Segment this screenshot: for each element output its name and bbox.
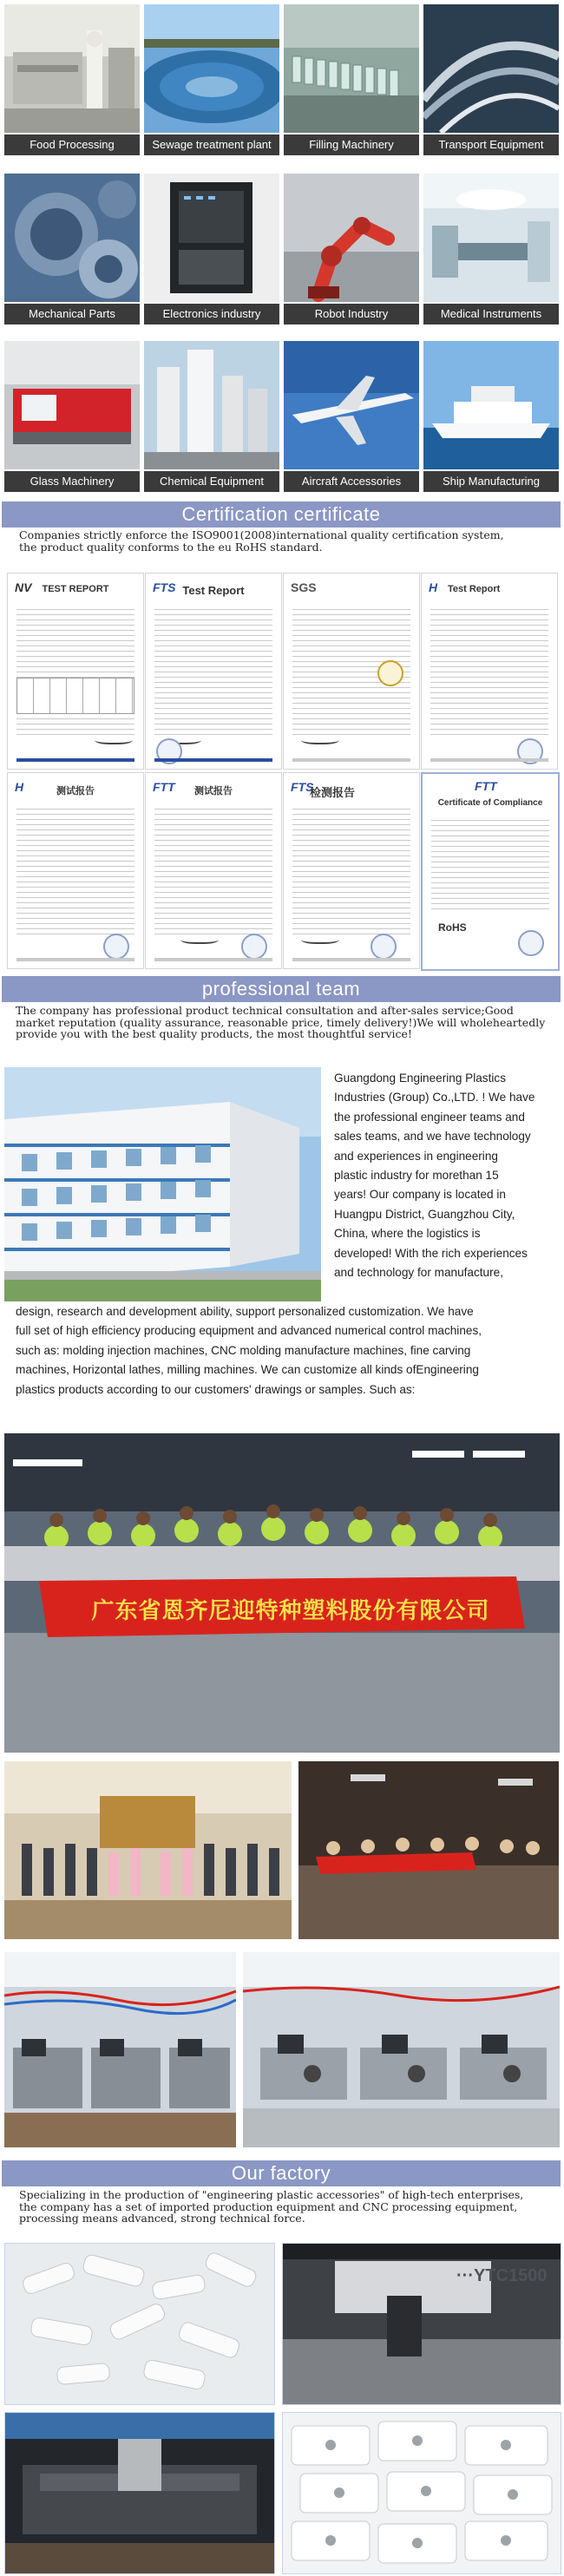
app-label: Filling Machinery <box>284 134 419 155</box>
certificate-4[interactable] <box>421 573 558 770</box>
cert-brand: SGS <box>291 580 317 594</box>
factory-heading: Our factory <box>2 2160 561 2186</box>
app-tile-glass-machinery[interactable] <box>4 341 140 497</box>
app-label: Ship Manufacturing <box>423 471 559 492</box>
team-intro-line-2: market reputation (quality assurance, reasonable price, timely delivery!)We will wholeheartedly <box>16 1015 546 1029</box>
about-line: full set of high efficiency producing equipment and advanced numerical control machines, <box>16 1324 482 1338</box>
about-line: sales teams, and we have technology <box>334 1130 531 1144</box>
transport-equipment-photo <box>423 4 559 133</box>
cnc-machine-photo <box>282 2243 561 2405</box>
team-intro-line-3: provide you with the best quality products, the most thoughtful service! <box>16 1027 412 1040</box>
cert-brand: FTT <box>475 779 497 793</box>
company-banner-text: 广东省恩齐尼迎特种塑料股份有限公司 <box>91 1598 490 1624</box>
app-tile-aircraft-accessories[interactable] <box>284 341 419 497</box>
certification-intro-line-2: the product quality conforms to the eu RoHS standard. <box>19 541 323 554</box>
cnc-workshop-photo <box>4 2412 275 2574</box>
app-label: Chemical Equipment <box>144 471 279 492</box>
certificate-5[interactable] <box>7 772 144 969</box>
medical-instruments-photo <box>423 174 559 302</box>
cert-brand: FTS <box>153 580 176 594</box>
sewage-treatment-photo <box>144 4 279 133</box>
cert-title: Certificate of Compliance <box>437 798 543 808</box>
ship-manufacturing-photo <box>423 341 559 469</box>
factory-intro-line-2: the company has a set of imported production equipment and CNC processing equipment, <box>19 2199 518 2213</box>
company-about-side <box>334 1069 561 1282</box>
certificate-2[interactable] <box>145 573 282 770</box>
app-tile-chemical-equipment[interactable] <box>144 341 279 497</box>
robot-industry-photo <box>284 174 419 302</box>
mechanical-parts-photo <box>4 174 140 302</box>
app-tile-food-processing[interactable] <box>4 4 140 161</box>
cert-title: 测试报告 <box>56 786 95 796</box>
app-label: Robot Industry <box>284 304 419 324</box>
app-label: Glass Machinery <box>4 471 140 492</box>
cert-title: 检测报告 <box>310 786 356 799</box>
about-line: design, research and development ability, support personalized customization. We have <box>16 1305 474 1318</box>
food-processing-photo <box>4 4 140 133</box>
about-line: such as: molding injection machines, CNC molding manufacture machines, fine carving <box>16 1343 471 1357</box>
app-tile-filling-machinery[interactable] <box>284 4 419 161</box>
certification-intro-line-1: Companies strictly enforce the ISO9001(2008)international quality certification system, <box>19 528 504 541</box>
conveyor-chain-photo <box>282 2412 561 2574</box>
team-intro-line-1: The company has professional product technical consultation and after-sales service;Good <box>16 1004 514 1017</box>
machine-label: ···YTC1500 <box>456 2266 548 2285</box>
office-workspace-photo-1 <box>4 1952 236 2147</box>
certificate-7[interactable] <box>283 772 420 969</box>
certification-intro <box>19 529 557 554</box>
app-tile-transport-equipment[interactable] <box>423 4 559 161</box>
chemical-equipment-photo <box>144 341 279 469</box>
cert-title: 测试报告 <box>194 786 233 796</box>
certificate-1[interactable] <box>7 573 144 770</box>
about-line: plastics products according to our customers' drawings or samples. Such as: <box>16 1382 416 1396</box>
app-tile-mechanical-parts[interactable] <box>4 174 140 330</box>
app-label: Medical Instruments <box>423 304 559 324</box>
office-lobby-photo <box>4 1761 292 1939</box>
glass-machinery-photo <box>4 341 140 469</box>
cert-title: Test Report <box>182 584 245 597</box>
cert-brand: H <box>15 780 24 794</box>
app-label: Sewage treatment plant <box>144 134 279 155</box>
aircraft-accessories-photo <box>284 341 419 469</box>
app-label: Electronics industry <box>144 304 279 324</box>
about-line: machines, Horizontal lathes, milling machines. We can customize all kinds ofEngineering <box>16 1363 479 1377</box>
about-line: plastic industry for morethan 15 <box>334 1169 499 1183</box>
about-line: years! Our company is located in <box>334 1188 506 1202</box>
cert-title: TEST REPORT <box>42 584 109 594</box>
cert-brand: H <box>429 580 438 594</box>
rohs-label: RoHS <box>438 921 467 934</box>
about-line: China, where the logistics is <box>334 1227 481 1241</box>
about-line: Industries (Group) Co.,LTD. ! We have <box>334 1091 535 1104</box>
factory-intro-line-3: processing means advanced, strong technical force. <box>19 2212 305 2225</box>
office-workspace-photo-2 <box>243 1952 560 2147</box>
cert-brand: FTS <box>291 780 314 794</box>
app-tile-medical-instruments[interactable] <box>423 174 559 330</box>
cert-title: Test Report <box>448 584 501 594</box>
plastic-parts-photo <box>4 2243 275 2405</box>
about-line: Guangdong Engineering Plastics <box>334 1072 506 1085</box>
app-tile-electronics-industry[interactable] <box>144 174 279 330</box>
cert-brand: NV <box>15 580 32 594</box>
about-line: developed! With the rich experiences <box>334 1246 528 1260</box>
electronics-industry-photo <box>144 174 279 302</box>
company-about-full <box>16 1302 562 1399</box>
about-line: and experiences in engineering <box>334 1149 498 1163</box>
app-tile-sewage-treatment[interactable] <box>144 4 279 161</box>
about-line: Huangpu District, Guangzhou City, <box>334 1207 515 1221</box>
factory-intro <box>19 2189 557 2225</box>
company-building-photo <box>4 1067 321 1301</box>
about-line: the professional engineer teams and <box>334 1110 525 1124</box>
certificate-6[interactable] <box>145 772 282 969</box>
team-heading: professional team <box>2 976 561 1002</box>
app-label: Aircraft Accessories <box>284 471 419 492</box>
team-intro <box>16 1005 562 1040</box>
filling-machinery-photo <box>284 4 419 133</box>
factory-intro-line-1: Specializing in the production of "engineering plastic accessories" of high-tech enterprises, <box>19 2188 524 2201</box>
about-line: and technology for manufacture, <box>334 1266 503 1280</box>
app-tile-robot-industry[interactable] <box>284 174 419 330</box>
certification-heading: Certification certificate <box>2 501 561 528</box>
team-group-photo <box>4 1433 560 1753</box>
certificate-3[interactable] <box>283 573 420 770</box>
team-event-photo <box>298 1761 559 1939</box>
app-label: Food Processing <box>4 134 140 155</box>
cert-brand: FTT <box>153 780 175 794</box>
app-tile-ship-manufacturing[interactable] <box>423 341 559 497</box>
app-label: Mechanical Parts <box>4 304 140 324</box>
app-label: Transport Equipment <box>423 134 559 155</box>
certificate-8[interactable] <box>421 772 560 971</box>
